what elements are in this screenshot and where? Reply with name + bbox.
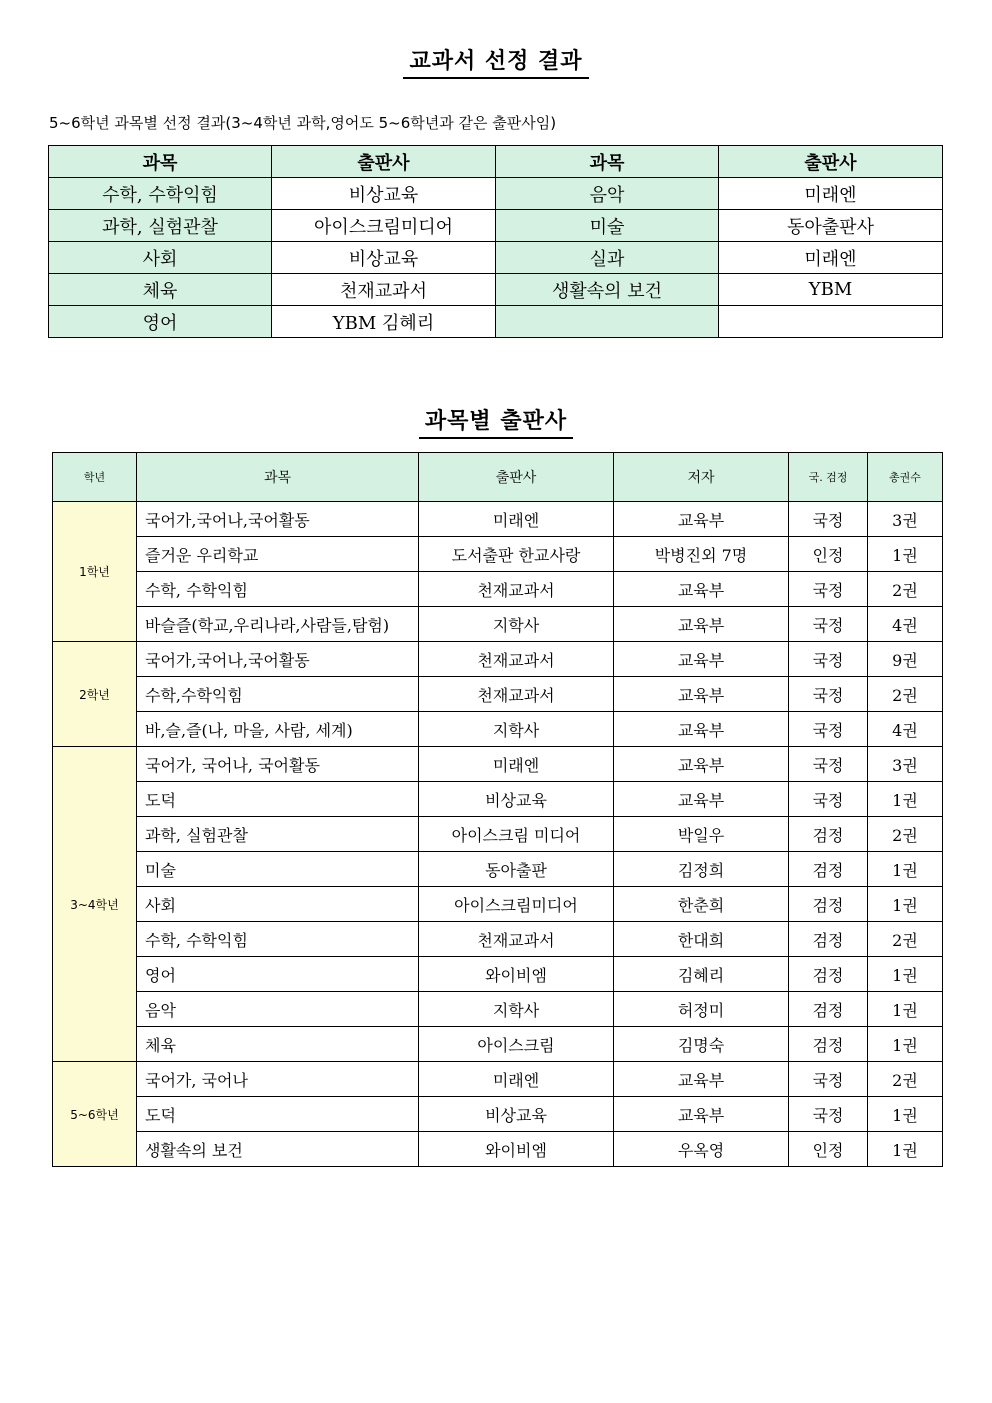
- subject-cell: 국어가, 국어나, 국어활동: [137, 747, 419, 782]
- author-cell: 박일우: [614, 817, 789, 852]
- publisher-cell: 도서출판 한교사랑: [419, 537, 614, 572]
- author-cell: 교육부: [614, 747, 789, 782]
- publisher-cell: 미래엔: [419, 747, 614, 782]
- volume-count-cell: 1권: [868, 957, 943, 992]
- table-row: [49, 210, 943, 242]
- approval-type-cell: 국정: [789, 1097, 868, 1132]
- subject-cell: 음악: [137, 992, 419, 1027]
- table-row: [49, 178, 943, 210]
- approval-type-cell: 검정: [789, 992, 868, 1027]
- approval-type-cell: 국정: [789, 502, 868, 537]
- subject-cell: 바슬즐(학교,우리나라,사람들,탐험): [137, 607, 419, 642]
- document-title: [0, 44, 992, 79]
- author-cell: 교육부: [614, 607, 789, 642]
- publisher-cell: 지학사: [419, 712, 614, 747]
- table-row: [53, 677, 943, 712]
- approval-type-cell: 국정: [789, 607, 868, 642]
- publisher-cell: 와이비엠: [419, 1132, 614, 1167]
- approval-type-cell: 국정: [789, 572, 868, 607]
- subject-cell: 생활속의 보건: [137, 1132, 419, 1167]
- volume-count-cell: 2권: [868, 677, 943, 712]
- author-cell: 교육부: [614, 1097, 789, 1132]
- table-row: [53, 642, 943, 677]
- publisher-cell: 천재교과서: [272, 274, 496, 306]
- publisher-cell: 천재교과서: [419, 642, 614, 677]
- header-subject: 과목: [137, 453, 419, 502]
- author-cell: 교육부: [614, 572, 789, 607]
- header-publisher: 출판사: [272, 146, 496, 178]
- header-grade: 학년: [53, 453, 137, 502]
- subject-cell: 생활속의 보건: [496, 274, 719, 306]
- subject-cell: 체육: [137, 1027, 419, 1062]
- volume-count-cell: 3권: [868, 747, 943, 782]
- approval-type-cell: 검정: [789, 852, 868, 887]
- publisher-cell: YBM: [719, 274, 943, 306]
- approval-type-cell: 검정: [789, 957, 868, 992]
- table-row: [53, 607, 943, 642]
- subject-cell: 미술: [137, 852, 419, 887]
- volume-count-cell: 2권: [868, 1062, 943, 1097]
- publisher-by-subject-table: [52, 452, 943, 1167]
- volume-count-cell: 1권: [868, 852, 943, 887]
- subject-cell: 영어: [49, 306, 272, 338]
- header-publisher: 출판사: [419, 453, 614, 502]
- publisher-cell: 동아출판사: [719, 210, 943, 242]
- publisher-cell: 미래엔: [419, 1062, 614, 1097]
- header-approval-type: 국. 검정: [789, 453, 868, 502]
- publisher-cell: 미래엔: [719, 242, 943, 274]
- publisher-cell: 비상교육: [419, 782, 614, 817]
- publisher-cell: 지학사: [419, 992, 614, 1027]
- header-subject: 과목: [49, 146, 272, 178]
- author-cell: 교육부: [614, 712, 789, 747]
- publisher-cell: [719, 306, 943, 338]
- grade-cell: 5~6학년: [53, 1062, 137, 1167]
- table-row: [53, 1132, 943, 1167]
- document-title-text: 교과서 선정 결과: [403, 44, 588, 79]
- volume-count-cell: 2권: [868, 572, 943, 607]
- subject-cell: 과학, 실험관찰: [49, 210, 272, 242]
- subject-cell: 바,슬,즐(나, 마을, 사람, 세계): [137, 712, 419, 747]
- author-cell: 김명숙: [614, 1027, 789, 1062]
- subject-cell: 국어가,국어나,국어활동: [137, 642, 419, 677]
- volume-count-cell: 2권: [868, 817, 943, 852]
- table-row: [53, 1062, 943, 1097]
- grade-cell: 2학년: [53, 642, 137, 747]
- volume-count-cell: 3권: [868, 502, 943, 537]
- table-row: [53, 712, 943, 747]
- subject-cell: 미술: [496, 210, 719, 242]
- volume-count-cell: 9권: [868, 642, 943, 677]
- grade-cell: 1학년: [53, 502, 137, 642]
- subject-cell: 체육: [49, 274, 272, 306]
- subject-cell: 수학, 수학익힘: [137, 572, 419, 607]
- subject-cell: 실과: [496, 242, 719, 274]
- publisher-cell: 미래엔: [719, 178, 943, 210]
- publisher-cell: 아이스크림미디어: [272, 210, 496, 242]
- subject-cell: 사회: [49, 242, 272, 274]
- table-header-row: [53, 453, 943, 502]
- author-cell: 교육부: [614, 782, 789, 817]
- subject-cell: 과학, 실험관찰: [137, 817, 419, 852]
- table-row: [53, 957, 943, 992]
- author-cell: 교육부: [614, 677, 789, 712]
- subject-cell: 수학, 수학익힘: [49, 178, 272, 210]
- selection-result-table: [48, 145, 943, 338]
- publisher-cell: 미래엔: [419, 502, 614, 537]
- volume-count-cell: 4권: [868, 712, 943, 747]
- publisher-cell: 천재교과서: [419, 677, 614, 712]
- selection-note: 5~6학년 과목별 선정 결과(3~4학년 과학,영어도 5~6학년과 같은 출판사임): [49, 114, 557, 132]
- publisher-cell: 아이스크림미디어: [419, 887, 614, 922]
- publisher-cell: YBM 김혜리: [272, 306, 496, 338]
- volume-count-cell: 1권: [868, 537, 943, 572]
- approval-type-cell: 국정: [789, 747, 868, 782]
- volume-count-cell: 1권: [868, 887, 943, 922]
- subject-cell: 영어: [137, 957, 419, 992]
- subject-cell: 음악: [496, 178, 719, 210]
- header-subject: 과목: [496, 146, 719, 178]
- table-header-row: [49, 146, 943, 178]
- table-row: [49, 274, 943, 306]
- subject-cell: [496, 306, 719, 338]
- publisher-cell: 동아출판: [419, 852, 614, 887]
- volume-count-cell: 2권: [868, 922, 943, 957]
- subject-cell: 사회: [137, 887, 419, 922]
- author-cell: 허정미: [614, 992, 789, 1027]
- table-row: [53, 992, 943, 1027]
- author-cell: 김정희: [614, 852, 789, 887]
- subject-cell: 수학,수학익힘: [137, 677, 419, 712]
- table-row: [49, 306, 943, 338]
- subject-cell: 국어가,국어나,국어활동: [137, 502, 419, 537]
- table-row: [53, 817, 943, 852]
- approval-type-cell: 검정: [789, 922, 868, 957]
- subject-cell: 도덕: [137, 1097, 419, 1132]
- header-publisher: 출판사: [719, 146, 943, 178]
- table-row: [53, 782, 943, 817]
- volume-count-cell: 1권: [868, 782, 943, 817]
- subject-cell: 즐거운 우리학교: [137, 537, 419, 572]
- table-row: [53, 747, 943, 782]
- approval-type-cell: 국정: [789, 782, 868, 817]
- section-title: [0, 404, 992, 439]
- publisher-cell: 아이스크림 미디어: [419, 817, 614, 852]
- author-cell: 김혜리: [614, 957, 789, 992]
- table-row: [53, 852, 943, 887]
- table-row: [49, 242, 943, 274]
- approval-type-cell: 국정: [789, 642, 868, 677]
- author-cell: 교육부: [614, 502, 789, 537]
- author-cell: 박병진외 7명: [614, 537, 789, 572]
- subject-cell: 수학, 수학익힘: [137, 922, 419, 957]
- table-row: [53, 502, 943, 537]
- volume-count-cell: 1권: [868, 1027, 943, 1062]
- publisher-cell: 지학사: [419, 607, 614, 642]
- approval-type-cell: 검정: [789, 817, 868, 852]
- publisher-cell: 천재교과서: [419, 572, 614, 607]
- table-row: [53, 922, 943, 957]
- table-row: [53, 537, 943, 572]
- subject-cell: 도덕: [137, 782, 419, 817]
- author-cell: 우옥영: [614, 1132, 789, 1167]
- header-author: 저자: [614, 453, 789, 502]
- table-row: [53, 887, 943, 922]
- approval-type-cell: 국정: [789, 712, 868, 747]
- publisher-cell: 와이비엠: [419, 957, 614, 992]
- volume-count-cell: 1권: [868, 992, 943, 1027]
- grade-cell: 3~4학년: [53, 747, 137, 1062]
- author-cell: 한대희: [614, 922, 789, 957]
- volume-count-cell: 1권: [868, 1132, 943, 1167]
- header-volume-count: 총권수: [868, 453, 943, 502]
- author-cell: 교육부: [614, 1062, 789, 1097]
- publisher-cell: 비상교육: [419, 1097, 614, 1132]
- section-title-text: 과목별 출판사: [419, 404, 573, 439]
- table-row: [53, 1097, 943, 1132]
- author-cell: 교육부: [614, 642, 789, 677]
- author-cell: 한춘희: [614, 887, 789, 922]
- approval-type-cell: 인정: [789, 537, 868, 572]
- volume-count-cell: 4권: [868, 607, 943, 642]
- subject-cell: 국어가, 국어나: [137, 1062, 419, 1097]
- volume-count-cell: 1권: [868, 1097, 943, 1132]
- publisher-cell: 아이스크림: [419, 1027, 614, 1062]
- table-row: [53, 1027, 943, 1062]
- approval-type-cell: 인정: [789, 1132, 868, 1167]
- approval-type-cell: 검정: [789, 1027, 868, 1062]
- publisher-cell: 비상교육: [272, 242, 496, 274]
- publisher-cell: 천재교과서: [419, 922, 614, 957]
- approval-type-cell: 검정: [789, 887, 868, 922]
- approval-type-cell: 국정: [789, 677, 868, 712]
- publisher-cell: 비상교육: [272, 178, 496, 210]
- table-row: [53, 572, 943, 607]
- approval-type-cell: 국정: [789, 1062, 868, 1097]
